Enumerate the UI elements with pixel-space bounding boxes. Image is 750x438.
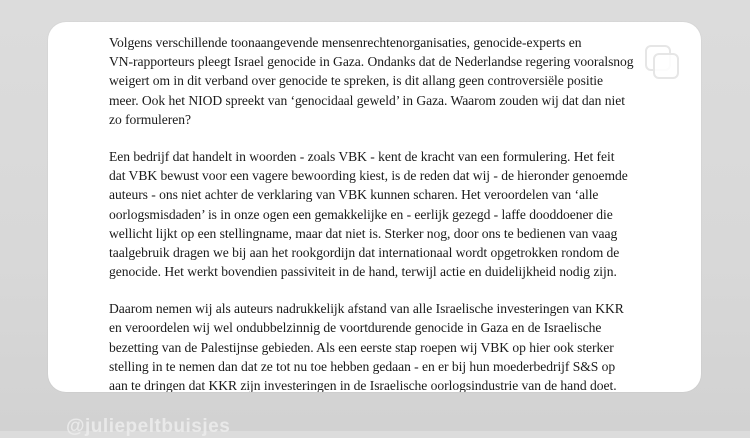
text-line: genocide. Het werkt bovendien passiviteit in de hand, terwijl actie en duidelijkheid nodig zijn.: [109, 264, 617, 280]
text-line: VN-rapporteurs pleegt Israel genocide in Gaza. Ondanks dat de Nederlandse regering vooralsnog: [109, 54, 634, 70]
text-line: taalgebruik dragen we bij aan het rookgordijn dat internationaal wordt opgetrokken rondom de: [109, 244, 620, 260]
text-line: Volgens verschillende toonaangevende mensenrechtenorganisaties, genocide-experts en: [109, 35, 582, 50]
text-line: wellicht lijkt op een stellingname, maar dat niet is. Sterker nog, door ons te bedienen van vaag: [109, 225, 618, 241]
paragraph-spacer: [109, 129, 694, 147]
text-line: zo formuleren?: [109, 111, 191, 127]
text-line: bezetting van de Palestijnse gebieden. Als een eerste stap roepen wij VBK op hier ook sterker: [109, 339, 614, 355]
text-line: dat VBK bewust voor een vagere bewoording kiest, is de reden dat wij - de hieronder genoemde: [109, 168, 628, 184]
text-line: Een bedrijf dat handelt in woorden - zoals VBK - kent de kracht van een formulering. Het feit: [109, 148, 615, 164]
paragraph-3: [109, 299, 694, 392]
article-text: [109, 33, 694, 392]
copy-icon[interactable]: [645, 45, 679, 79]
watermark-username: @juliepeltbuisjes: [66, 416, 231, 437]
text-line: meer. Ook het NIOD spreekt van ‘genocidaal geweld’ in Gaza. Waarom zouden wij dat dan niet: [109, 92, 625, 108]
paragraph-2: [109, 147, 694, 281]
text-line: aan te dringen dat KKR zijn investeringen in de Israelische oorlogsindustrie van de hand doet.: [109, 378, 617, 392]
text-line: oorlogsmisdaden’ is in onze ogen een gemakkelijke en - eerlijk gezegd - laffe dooddoener die: [109, 206, 613, 222]
paragraph-1: [109, 33, 694, 129]
text-line: Daarom nemen wij als auteurs nadrukkelijk afstand van alle Israelische investeringen van KKR: [109, 301, 624, 317]
text-line: weigert om in dit verband over genocide te spreken, is dit allang geen controversiële positie: [109, 73, 604, 89]
paragraph-spacer: [109, 281, 694, 299]
text-line: en veroordelen wij wel ondubbelzinnig de voortdurende genocide in Gaza en de Israelische: [109, 320, 602, 336]
text-line: stelling in te nemen dan dat ze tot nu toe hebben gedaan - en er bij hun moederbedrijf S&S op: [109, 358, 616, 374]
text-card: [48, 22, 701, 392]
text-line: auteurs - ons niet achter de verklaring van VBK kunnen scharen. Het veroordelen van ‘alle: [109, 187, 599, 203]
